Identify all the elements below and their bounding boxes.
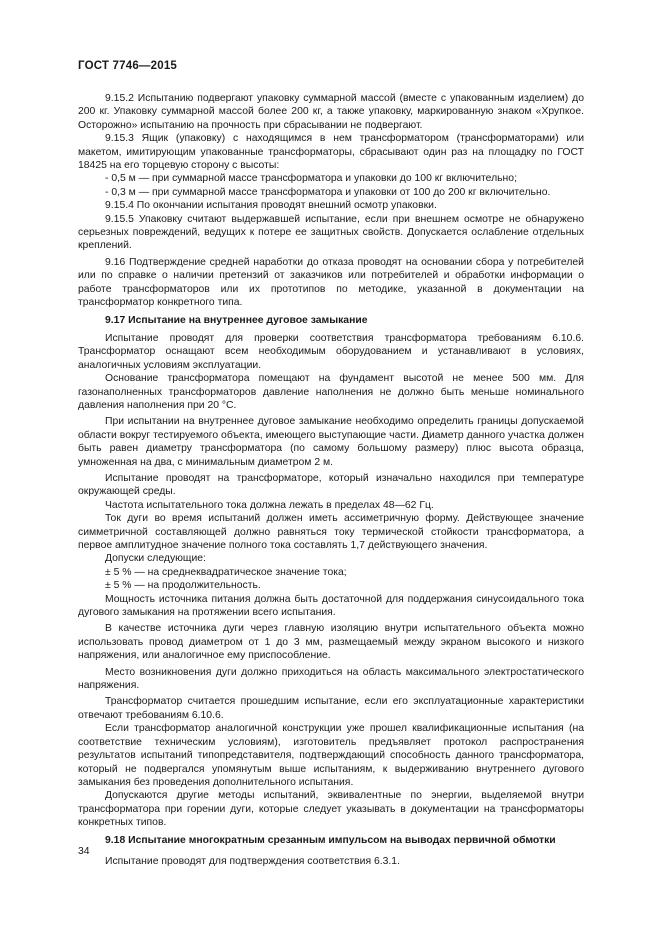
paragraph: Испытание проводят для подтверждения соответствия 6.3.1. [105,855,400,867]
list-item: - 0,3 м — при суммарной массе трансформатора и упаковки от 100 до 200 кг включительно. [105,186,551,198]
page-number: 34 [78,846,90,857]
paragraph: Если трансформатор аналогичной конструкции уже прошел квалификационные испытания (на соответствие техническим условиям), изготовитель предъявляет протокол распространения результатов испытаний типопредставителя, подтверждающий способность данного трансформатора, который не подвергался упомянутым выше испытаниям, к выдерживанию внутреннего дугового замыкания без проведения дополнительного испытания. [78,723,584,788]
paragraph-9-16: 9.16 Подтверждение средней наработки до отказа проводят на основании сбора у потребителей или по справке о наличии претензий от заказчиков или потребителей и обработки информации о работе трансформаторов или их прототипов по методике, указанной в документации на трансформатор конкретного типа. [78,256,584,309]
paragraph: Мощность источника питания должна быть достаточной для поддержания синусоидального тока дугового замыкания на протяжении всего испытания. [78,593,584,619]
paragraph-9-15-2: 9.15.2 Испытанию подвергают упаковку суммарной массой (вместе с упакованным изделием) до 200 кг. Упаковку суммарной массой более 200 кг, а также упаковку, маркированную знаком «Хрупкое. Осторожно» испытанию на прочность при сбрасывании не подвергают. [78,93,584,131]
paragraph: Ток дуги во время испытаний должен иметь ассиметричную форму. Действующее значение симметричной составляющей должно равняться току термической стойкости трансформатора, а первое амплитудное значение полного тока составлять 1,7 действующего значения. [78,513,584,551]
paragraph: Трансформатор считается прошедшим испытание, если его эксплуатационные характеристики отвечают требованиям 6.10.6. [78,696,584,721]
paragraph-9-15-5: 9.15.5 Упаковку считают выдержавшей испытание, если при внешнем осмотре не обнаружено серьезных повреждений, ведущих к потере ее защитных свойств. Допускается ослабление отдельных креплений. [78,213,584,252]
paragraph: Допускаются другие методы испытаний, эквивалентные по энергии, выделяемой внутри трансформатора при горении дуги, которые следует указывать в документации на трансформаторы конкретных типов. [78,790,584,829]
section-heading-9-18: 9.18 Испытание многократным срезанным импульсом на выводах первичной обмотки [105,834,556,846]
list-item: ± 5 % — на среднеквадратическое значение тока; [105,566,347,578]
paragraph-9-15-3: 9.15.3 Ящик (упаковку) с находящимся в нем трансформатором (трансформаторами) или макетом, имитирующим упакованные трансформаторы, сбрасывают один раз на площадку по ГОСТ 18425 на его торцевую сторону с высоты: [78,133,584,172]
paragraph-9-15-4: 9.15.4 По окончании испытания проводят внешний осмотр упаковки. [105,200,437,212]
paragraph: Частота испытательного тока должна лежать в пределах 48—62 Гц. [105,499,434,511]
paragraph: В качестве источника дуги через главную изоляцию внутри испытательного объекта можно использовать провод диаметром от 1 до 3 мм, размещаемый между экраном высокого и низкого напряжения, или аналогичное ему приспособление. [78,623,584,662]
document-header: ГОСТ 7746—2015 [78,60,178,72]
document-body [78,92,584,868]
paragraph: Основание трансформатора помещают на фундамент высотой не менее 500 мм. Для газонаполненных трансформаторов давление наполнения не должно быть меньше номинального давления наполнения при 20 °C. [78,373,584,411]
list-item: ± 5 % — на продолжительность. [105,580,261,592]
list-item: - 0,5 м — при суммарной массе трансформатора и упаковки до 100 кг включительно; [105,173,517,185]
paragraph: Допуски следующие: [105,553,206,565]
paragraph: Испытание проводят на трансформаторе, который изначально находился при температуре окружающей среды. [78,472,584,498]
section-heading-9-17: 9.17 Испытание на внутреннее дуговое замыкание [105,314,368,326]
paragraph: При испытании на внутреннее дуговое замыкание необходимо определить границы допускаемой области вокруг тестируемого объекта, имеющего выступающие части. Диаметр данного участка должен быть равен диаметру трансформатора (по самому большому размеру) плюс высота образца, умноженная на два, с минимальным диаметром 2 м. [78,416,584,468]
paragraph: Место возникновения дуги должно приходиться на область максимального электростатического напряжения. [78,666,584,692]
paragraph: Испытание проводят для проверки соответствия трансформатора требованиям 6.10.6. Трансформатор оснащают всем необходимым оборудованием и устанавливают в условиях, аналогичных условиям эксплуатации. [78,332,584,371]
